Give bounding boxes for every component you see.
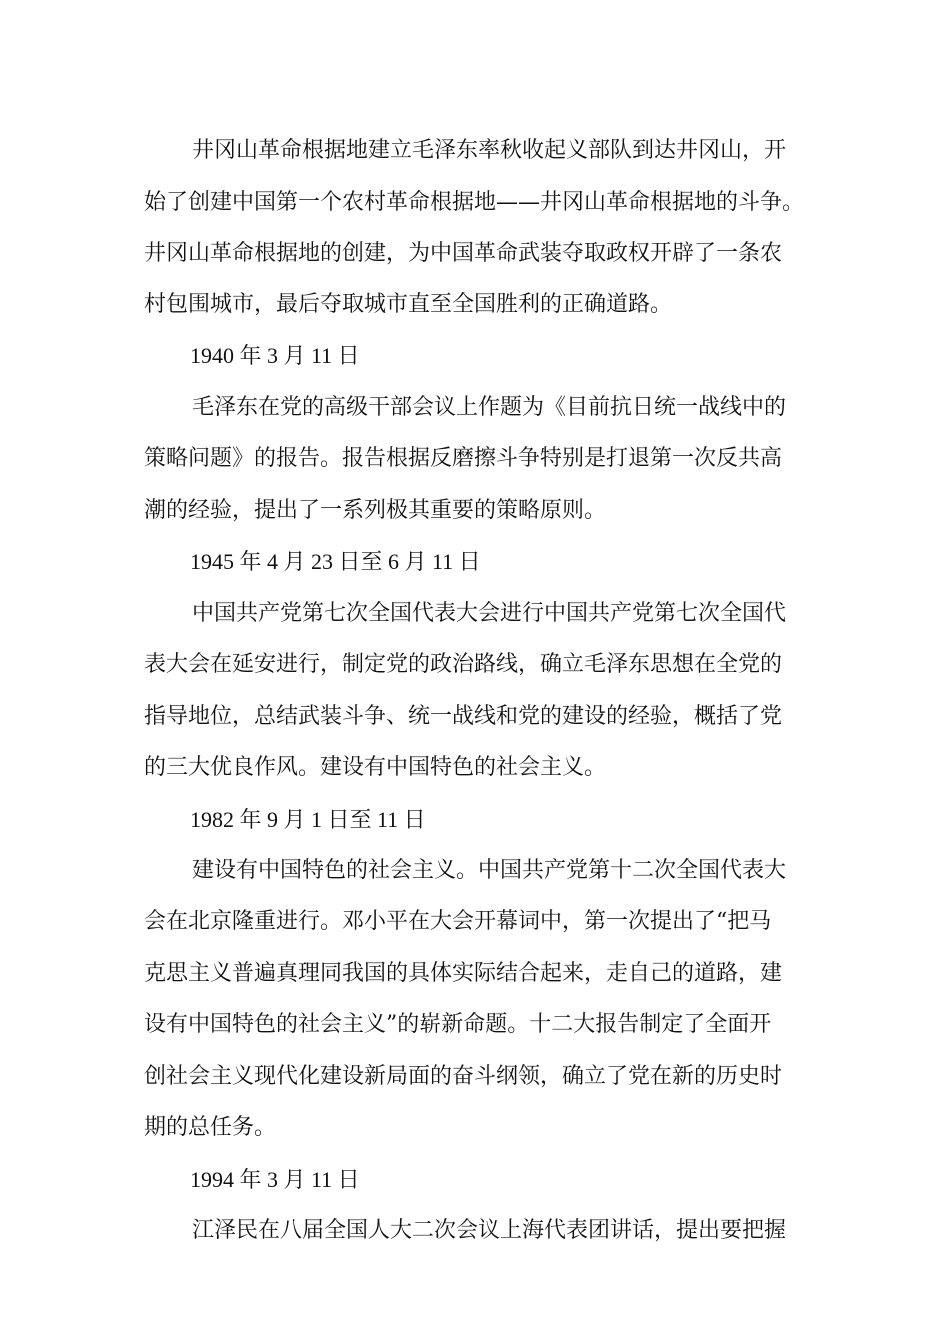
paragraph-line: 建设有中国特色的社会主义。中国共产党第十二次全国代表大	[192, 858, 787, 883]
paragraph-line: 期的总任务。	[144, 1115, 277, 1140]
paragraph-line: 指导地位，总结武装斗争、统一战线和党的建设的经验，概括了党	[144, 704, 783, 729]
paragraph-line: 策略问题》的报告。报告根据反磨擦斗争特别是打退第一次反共高	[144, 446, 783, 471]
paragraph-line: 村包围城市，最后夺取城市直至全国胜利的正确道路。	[144, 292, 673, 317]
paragraph-line: 的三大优良作风。建设有中国特色的社会主义。	[144, 755, 607, 780]
date-heading: 1940 年 3 月 11 日	[190, 343, 360, 368]
date-heading: 1994 年 3 月 11 日	[190, 1167, 360, 1192]
paragraph-line: 井冈山革命根据地建立毛泽东率秋收起义部队到达井冈山，开	[192, 138, 787, 163]
paragraph-line: 创社会主义现代化建设新局面的奋斗纲领，确立了党在新的历史时	[144, 1064, 783, 1089]
paragraph-line: 井冈山革命根据地的创建，为中国革命武装夺取政权开辟了一条农	[144, 241, 783, 266]
date-heading: 1945 年 4 月 23 日至 6 月 11 日	[190, 549, 481, 574]
paragraph-line: 设有中国特色的社会主义”的崭新命题。十二大报告制定了全面开	[144, 1012, 772, 1037]
paragraph-line: 始了创建中国第一个农村革命根据地——井冈山革命根据地的斗争。	[144, 190, 805, 215]
paragraph-line: 克思主义普遍真理同我国的具体实际结合起来，走自己的道路，建	[144, 961, 783, 986]
paragraph-line: 会在北京隆重进行。邓小平在大会开幕词中，第一次提出了“把马	[144, 909, 772, 934]
date-heading: 1982 年 9 月 1 日至 11 日	[190, 807, 426, 832]
paragraph-line: 毛泽东在党的高级干部会议上作题为《目前抗日统一战线中的	[192, 395, 787, 420]
paragraph-line: 表大会在延安进行，制定党的政治路线，确立毛泽东思想在全党的	[144, 652, 783, 677]
paragraph-line: 江泽民在八届全国人大二次会议上海代表团讲话，提出要把握	[192, 1218, 787, 1243]
paragraph-line: 潮的经验，提出了一系列极其重要的策略原则。	[144, 498, 607, 523]
paragraph-line: 中国共产党第七次全国代表大会进行中国共产党第七次全国代	[192, 601, 787, 626]
